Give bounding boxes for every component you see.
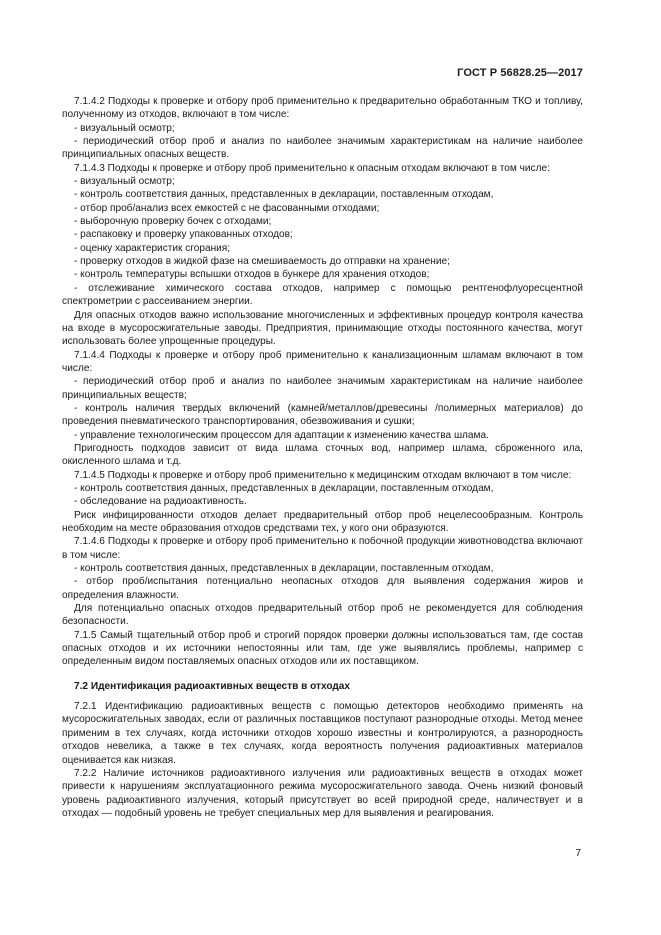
paragraph: 7.1.4.3 Подходы к проверке и отбору проб применительно к опасным отходам включают в том числе: xyxy=(74,162,550,174)
section-heading: 7.2 Идентификация радиоактивных веществ в отходах xyxy=(74,680,351,692)
paragraph: 7.2.2 Наличие источников радиоактивного излучения или радиоактивных веществ в отходах может привести к нарушениям эксплуатационного режима мусоросжигательного завода. Очень низкий фоновый уровень радиоактивного излучения, который присутствует во всей природной среде, наличествует и в отходах — подобный уровень не требует специальных мер для выявления и реагирования. xyxy=(62,767,583,819)
list-item: - контроль наличия твердых включений (камней/металлов/древесины /полимерных материалов) до проведения пневматического транспортирования, обезвоживания и сушки; xyxy=(62,402,583,428)
list-item: - контроль температуры вспышки отходов в бункере для хранения отходов; xyxy=(74,269,430,281)
list-item: - периодический отбор проб и анализ по наиболее значимым характеристикам на наличие наиболее принципиальных веществ; xyxy=(62,376,583,401)
document-standard-id: ГОСТ Р 56828.25—2017 xyxy=(457,67,583,79)
page-number: 7 xyxy=(575,848,581,859)
paragraph: Для опасных отходов важно использование многочисленных и эффективных процедур контроля качества на входе в мусоросжигательные заводы. Предприятия, принимающие отходы постоянного качества, могут использовать более упрощенные процедуры. xyxy=(62,309,583,348)
paragraph: 7.1.4.2 Подходы к проверке и отбору проб применительно к предварительно обработанным ТКО и топливу, полученному из отходов, включают в том числе: xyxy=(62,96,583,121)
paragraph: Для потенциально опасных отходов предварительный отбор проб не рекомендуется для соблюдения безопасности. xyxy=(62,603,583,628)
paragraph: 7.1.4.4 Подходы к проверке и отбору проб применительно к канализационным шламам включают в том числе: xyxy=(62,349,583,374)
list-item: - визуальный осмотр; xyxy=(74,176,175,188)
list-item: - отбор проб/анализ всех емкостей с не фасованными отходами; xyxy=(74,202,380,214)
list-item: - выборочную проверку бочек с отходами; xyxy=(74,216,272,228)
paragraph: 7.1.4.6 Подходы к проверке и отбору проб применительно к побочной продукции животноводства включают в том числе: xyxy=(62,536,583,561)
paragraph: 7.1.4.5 Подходы к проверке и отбору проб применительно к медицинским отходам включают в том числе: xyxy=(74,469,572,481)
paragraph: 7.1.5 Самый тщательный отбор проб и строгий порядок проверки должны использоваться там, где состав опасных отходов и их источники непостоянны или там, где уже выявлялись проблемы, например с определенным видом поставляемых опасных отходов или их поставщиком. xyxy=(62,629,583,668)
list-item: - периодический отбор проб и анализ по наиболее значимым характеристикам на наличие наиболее принципиальных опасных веществ. xyxy=(62,136,583,161)
list-item: - управление технологическим процессом для адаптации к изменению качества шлама. xyxy=(74,429,489,441)
list-item: - контроль соответствия данных, представленных в декларации, поставленным отходам, xyxy=(74,563,494,575)
list-item: - контроль соответствия данных, представленных в декларации, поставленным отходам, xyxy=(74,482,494,494)
list-item: - оценку характеристик сгорания; xyxy=(74,242,231,254)
list-item: - контроль соответствия данных, представленных в декларации, поставленным отходам, xyxy=(74,189,494,201)
list-item: - проверку отходов в жидкой фазе на смешиваемость до отправки на хранение; xyxy=(74,256,450,268)
list-item: - распаковку и проверку упакованных отходов; xyxy=(74,229,293,241)
paragraph: Пригодность подходов зависит от вида шлама сточных вод, например шлама, сброженного ила, окисленного шлама и т.д. xyxy=(62,442,583,468)
paragraph: Риск инфицированности отходов делает предварительный отбор проб нецелесообразным. Контроль необходим на месте образования отходов средствами тех, у кого они образуются. xyxy=(62,509,583,534)
list-item: - обследование на радиоактивность. xyxy=(74,496,247,508)
document-body xyxy=(62,95,583,820)
paragraph: 7.2.1 Идентификацию радиоактивных веществ с помощью детекторов необходимо применять на мусоросжигательных заводах, если от различных поставщиков поступают разнородные отходы. Метод менее применим в тех случаях, когда источники отходов хорошо известны и контролируются, а разнородность отходов невелика, а также в тех случаях, когда вероятность получения радиоактивных материалов оценивается как низкая. xyxy=(62,701,583,766)
list-item: - отслеживание химического состава отходов, например с помощью рентгенофлуоресцентной спектрометрии с рассеиванием энергии. xyxy=(62,282,583,308)
list-item: - отбор проб/испытания потенциально неопасных отходов для выявления содержания жиров и определения влажности. xyxy=(62,576,583,601)
list-item: - визуальный осмотр; xyxy=(74,122,175,134)
